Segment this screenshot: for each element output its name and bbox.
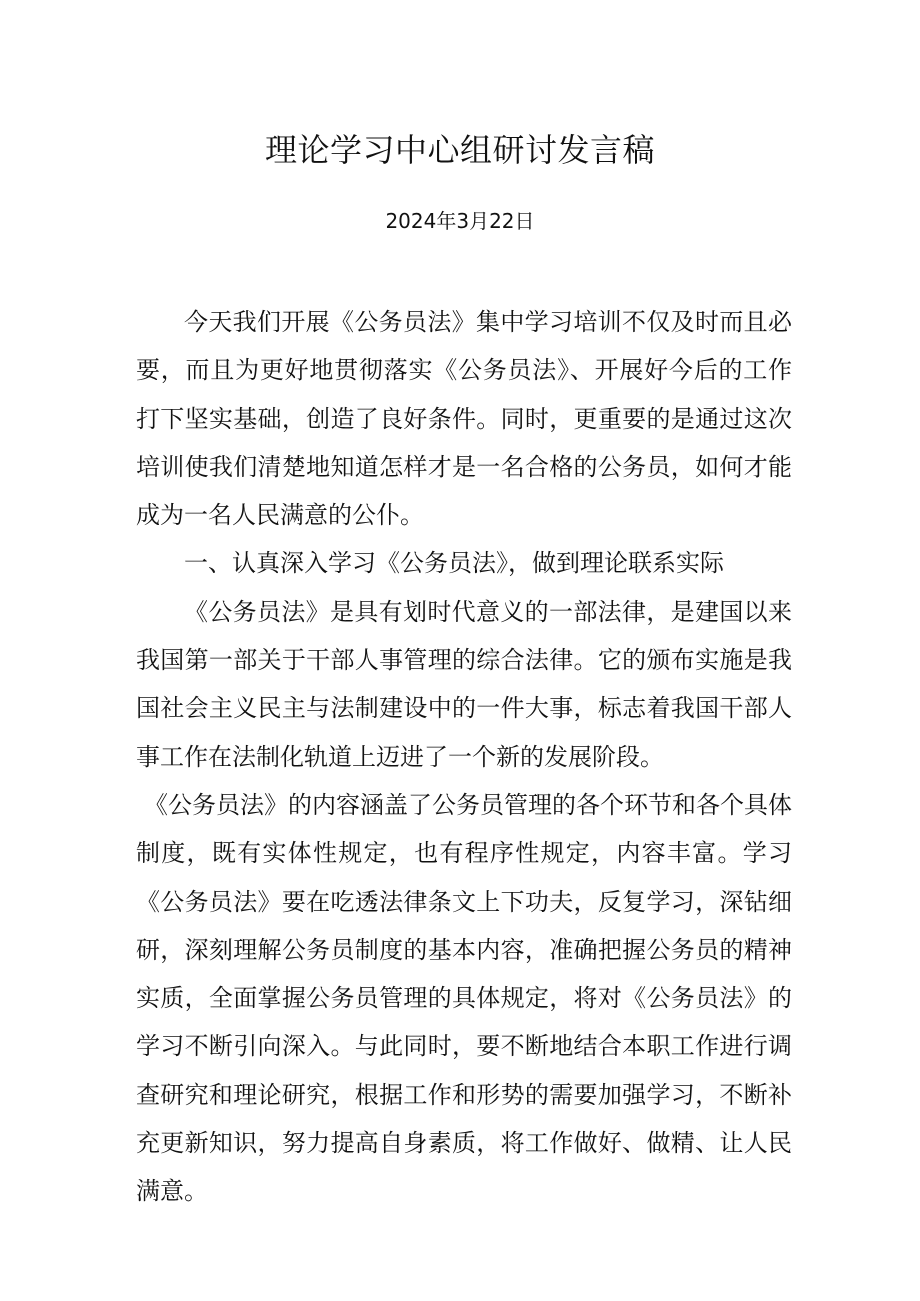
paragraph-law-significance: 《公务员法》是具有划时代意义的一部法律，是建国以来我国第一部关于干部人事管理的综合法律。它的颁布实施是我国社会主义民主与法制建设中的一件大事，标志着我国干部人事工作在法制化轨道上迈进了一个新的发展阶段。 (136, 597, 792, 771)
document-date: 2024年3月22日 (385, 209, 535, 233)
document-title: 理论学习中心组研讨发言稿 (264, 131, 655, 169)
section-heading-1: 一、认真深入学习《公务员法》，做到理论联系实际 (184, 549, 724, 578)
document-body (136, 298, 792, 1216)
paragraph-law-content: 《公务员法》的内容涵盖了公务员管理的各个环节和各个具体制度，既有实体性规定，也有程序性规定，内容丰富。学习《公务员法》要在吃透法律条文上下功夫，反复学习，深钻细研，深刻理解公务员制度的基本内容，准确把握公务员的精神实质，全面掌握公务员管理的具体规定，将对《公务员法》的学习不断引向深入。与此同时，要不断地结合本职工作进行调查研究和理论研究，根据工作和形势的需要加强学习，不断补充更新知识，努力提高自身素质，将工作做好、做精、让人民满意。 (136, 790, 792, 1206)
paragraph-intro: 今天我们开展《公务员法》集中学习培训不仅及时而且必要，而且为更好地贯彻落实《公务员法》、开展好今后的工作打下坚实基础，创造了良好条件。同时，更重要的是通过这次培训使我们清楚地知道怎样才是一名合格的公务员，如何才能成为一名人民满意的公仆。 (136, 308, 792, 530)
